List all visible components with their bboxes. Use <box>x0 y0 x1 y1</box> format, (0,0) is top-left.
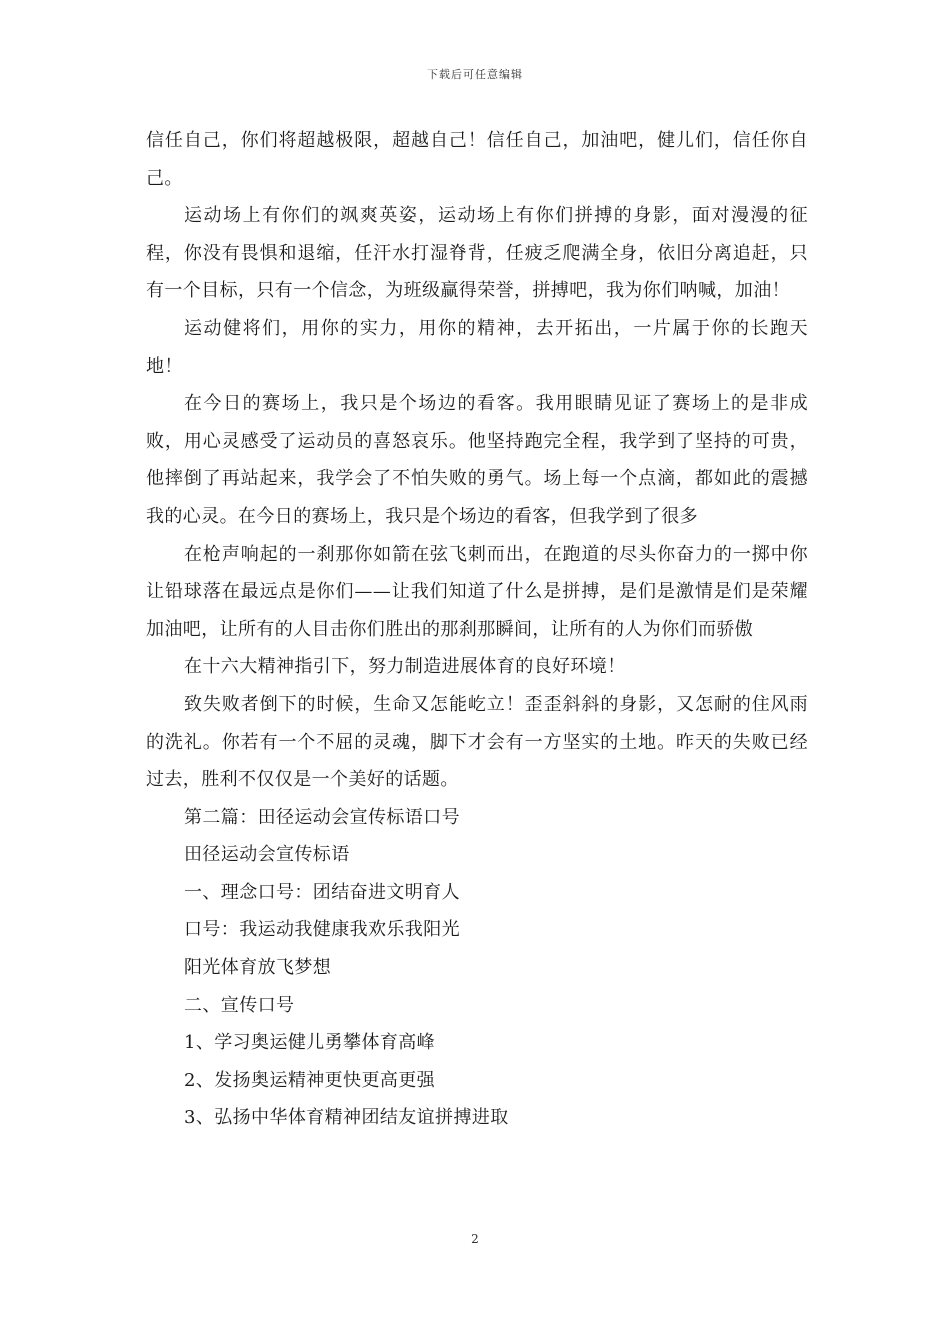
list-item: 阳光体育放飞梦想 <box>184 957 332 979</box>
paragraph-5: 在枪声响起的一刹那你如箭在弦飞刺而出，在跑道的尽头你奋力的一掷中你让铅球落在最远点是你们——让我们知道了什么是拼搏，是们是激情是们是荣耀加油吧，让所有的人目击你们胜出的那刹那瞬间，让所有的人为你们而骄傲 <box>146 543 808 640</box>
list-item: 一、理念口号：团结奋进文明育人 <box>184 881 460 903</box>
list-item: 3、弘扬中华体育精神团结友谊拼搏进取 <box>184 1107 509 1129</box>
subsection-title: 田径运动会宣传标语 <box>184 844 350 866</box>
list-item: 2、发扬奥运精神更快更高更强 <box>184 1069 436 1091</box>
document-body <box>146 122 808 1137</box>
paragraph-1: 信任自己，你们将超越极限，超越自己！信任自己，加油吧，健儿们，信任你自己。 <box>146 130 808 189</box>
paragraph-2: 运动场上有你们的飒爽英姿，运动场上有你们拼搏的身影，面对漫漫的征程，你没有畏惧和退缩，任汗水打湿脊背，任疲乏爬满全身，依旧分离追赶，只有一个目标，只有一个信念，为班级赢得荣誉，拼搏吧，我为你们呐喊，加油！ <box>146 205 808 302</box>
page-number: 2 <box>471 1232 479 1246</box>
list-item: 1、学习奥运健儿勇攀体育高峰 <box>184 1032 436 1054</box>
page-header: 下载后可任意编辑 <box>427 68 523 81</box>
paragraph-4: 在今日的赛场上，我只是个场边的看客。我用眼睛见证了赛场上的是非成败，用心灵感受了运动员的喜怒哀乐。他坚持跑完全程，我学到了坚持的可贵，他摔倒了再站起来，我学会了不怕失败的勇气。场上每一个点滴，都如此的震撼我的心灵。在今日的赛场上，我只是个场边的看客，但我学到了很多 <box>146 393 808 527</box>
list-item: 口号：我运动我健康我欢乐我阳光 <box>184 919 460 941</box>
section-title: 第二篇：田径运动会宣传标语口号 <box>184 806 460 828</box>
paragraph-3: 运动健将们，用你的实力，用你的精神，去开拓出，一片属于你的长跑天地！ <box>146 317 808 377</box>
paragraph-7: 致失败者倒下的时候，生命又怎能屹立！歪歪斜斜的身影，又怎耐的住风雨的洗礼。你若有一个不屈的灵魂，脚下才会有一方坚实的土地。昨天的失败已经过去，胜利不仅仅是一个美好的话题。 <box>146 693 808 791</box>
list-item: 二、宣传口号 <box>184 994 295 1016</box>
paragraph-6: 在十六大精神指引下，努力制造进展体育的良好环境！ <box>184 656 626 678</box>
